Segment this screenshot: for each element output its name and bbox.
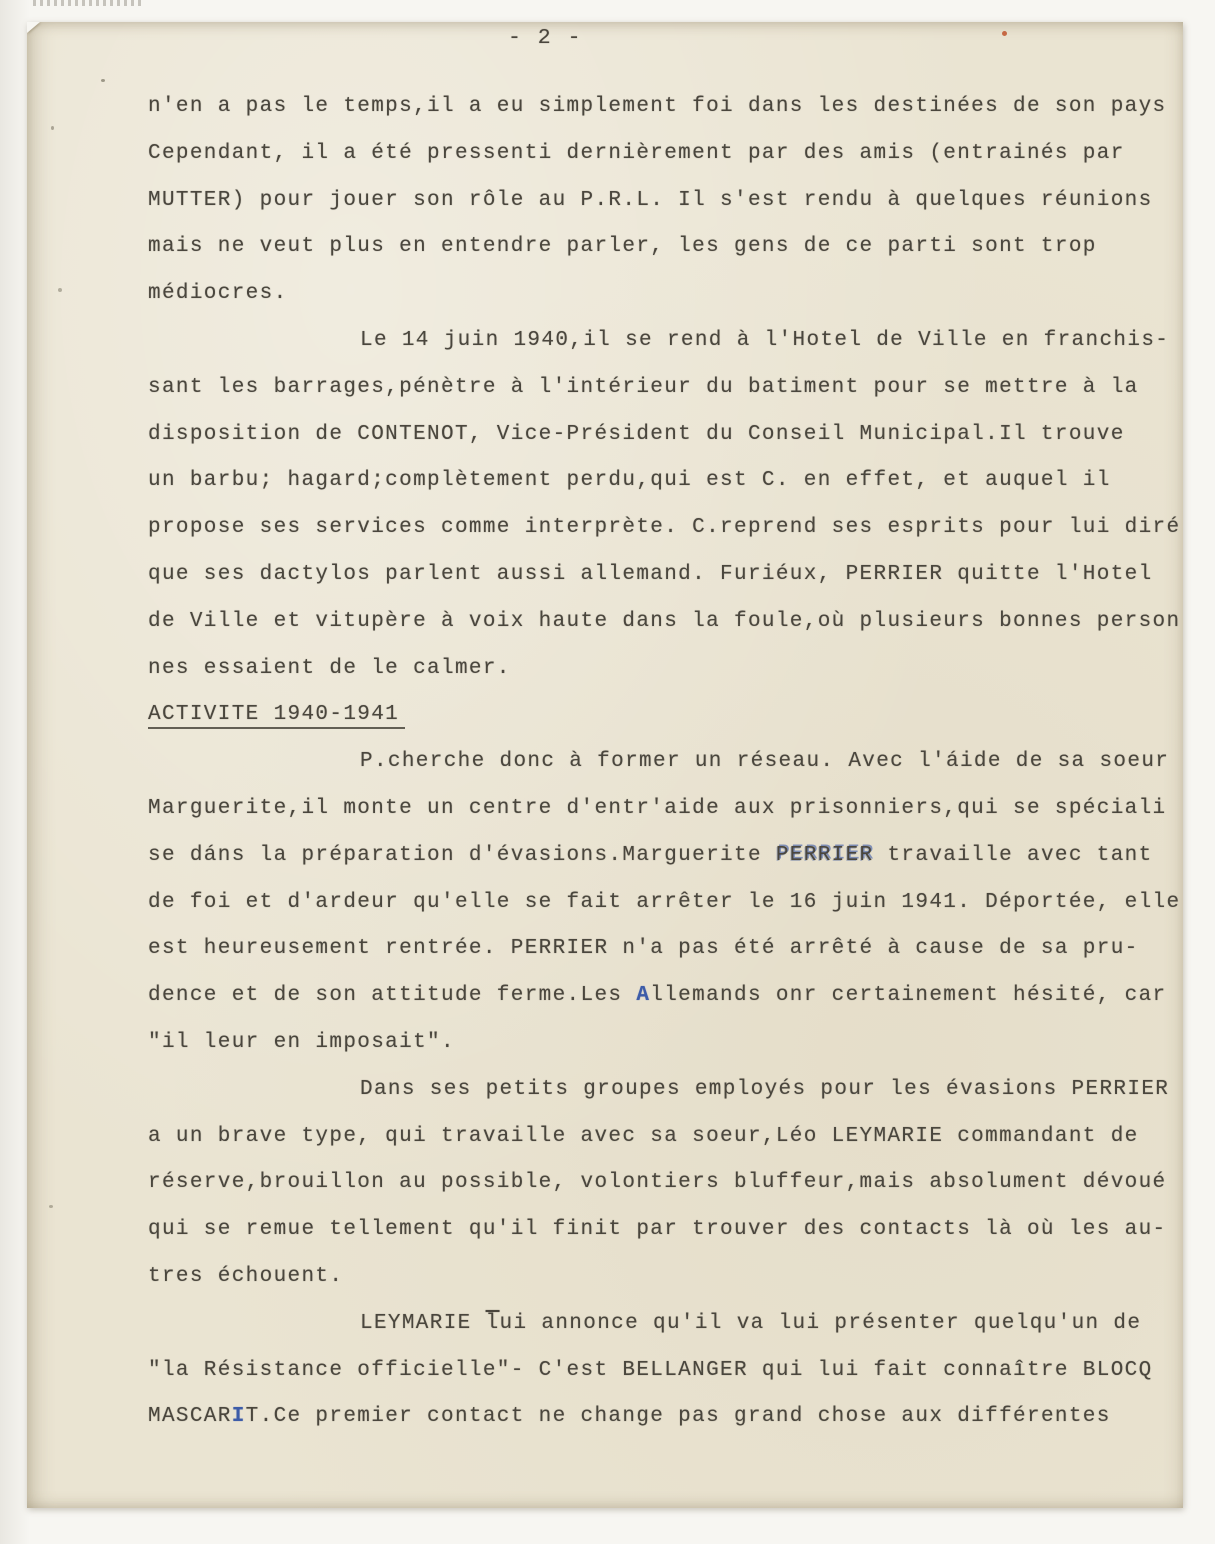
text-line [148, 1067, 1183, 1114]
paper-speck [1002, 31, 1007, 36]
text-line [148, 365, 1183, 412]
text-line [148, 833, 1183, 880]
text-line [148, 926, 1183, 973]
text-segment: que ses dactylos parlent aussi allemand. Furiéux, PERRIER quitte l'Hotel [148, 562, 1153, 586]
text-line [148, 973, 1183, 1020]
text-line [148, 1020, 1183, 1067]
text-segment: llemands onr certainement hésité, car [650, 984, 1167, 1008]
text-line [148, 224, 1183, 271]
page-number: - 2 - [508, 26, 583, 50]
text-line [148, 1114, 1183, 1161]
text-line [148, 1254, 1183, 1301]
text-segment: est heureusement rentrée. PERRIER n'a pas été arrêté à cause de sa pru- [148, 937, 1139, 961]
paper-speck [51, 126, 54, 130]
text-segment: mais ne veut plus en entendre parler, les gens de ce parti sont trop [148, 235, 1097, 259]
text-segment: travaille avec tant [873, 843, 1153, 867]
text-segment: MASCAR [148, 1405, 232, 1429]
text-segment: de foi et d'ardeur qu'elle se fait arrêter le 16 juin 1941. Déportée, elle [148, 890, 1181, 914]
text-segment: T.Ce premier contact ne change pas grand chose aux différentes [245, 1405, 1111, 1429]
text-line [148, 880, 1183, 927]
paper-speck [58, 288, 62, 292]
text-segment: n'en a pas le temps,il a eu simplement foi dans les destinées de son pays [148, 95, 1167, 118]
text-line [148, 131, 1183, 178]
text-segment: un barbu; hagard;complètement perdu,qui est C. en effet, et auquel il [148, 469, 1111, 493]
ink-correction: A [636, 984, 651, 1008]
text-segment: nes essaient de le calmer. [148, 656, 511, 680]
text-line [148, 1348, 1183, 1395]
text-line [148, 552, 1183, 599]
text-segment: tres échouent. [148, 1264, 344, 1288]
text-segment: de Ville et vitupère à voix haute dans la foule,où plusieurs bonnes person [148, 609, 1181, 633]
text-segment: disposition de CONTENOT, Vice-Président du Conseil Municipal.Il trouve [148, 422, 1125, 446]
text-segment: "il leur en imposait". [148, 1030, 455, 1054]
text-line [148, 1301, 1183, 1348]
text-line [148, 1160, 1183, 1207]
text-segment: P.cherche donc à former un réseau. Avec l'áide de sa soeur [360, 750, 1170, 774]
text-segment: médiocres. [148, 282, 288, 306]
text-segment: MUTTER) pour jouer son rôle au P.R.L. Il s'est rendu à quelques réunions [148, 188, 1153, 212]
text-line [148, 84, 1183, 131]
text-segment: se dáns la préparation d'évasions.Marguerite [148, 843, 776, 867]
adjacent-page-edge [33, 0, 145, 6]
text-segment: Marguerite,il monte un centre d'entr'aide aux prisonniers,qui se spéciali [148, 796, 1167, 820]
text-segment: ACTIVITE 1940-1941 [148, 703, 405, 729]
ink-correction: $\overline{l}$ [485, 1311, 500, 1335]
section-heading [148, 692, 1183, 739]
text-segment: LEYMARIE [360, 1311, 486, 1335]
paper-speck [101, 79, 105, 82]
text-line [148, 646, 1183, 693]
text-line [148, 599, 1183, 646]
text-segment: Le 14 juin 1940,il se rend à l'Hotel de Ville en franchis- [360, 328, 1170, 352]
text-line [148, 1207, 1183, 1254]
ink-correction: PERRIER [775, 843, 874, 867]
paper-speck [49, 1205, 53, 1208]
text-segment: a un brave type, qui travaille avec sa soeur,Léo LEYMARIE commandant de [148, 1124, 1139, 1148]
typewritten-text [148, 84, 1183, 1441]
text-segment: sant les barrages,pénètre à l'intérieur du batiment pour se mettre à la [148, 375, 1139, 399]
text-segment: dence et de son attitude ferme.Les [148, 984, 637, 1008]
text-line [148, 318, 1183, 365]
text-segment: ui annonce qu'il va lui présenter quelqu'un de [499, 1311, 1142, 1335]
document-page [27, 22, 1183, 1508]
torn-corner [27, 22, 40, 33]
ink-correction: I [231, 1405, 246, 1429]
text-line [148, 739, 1183, 786]
text-line [148, 786, 1183, 833]
text-line [148, 458, 1183, 505]
text-segment: "la Résistance officielle"- C'est BELLANGER qui lui fait connaître BLOCQ [148, 1358, 1153, 1382]
text-segment: qui se remue tellement qu'il finit par trouver des contacts là où les au- [148, 1218, 1167, 1242]
text-line [148, 178, 1183, 225]
text-line [148, 505, 1183, 552]
text-line [148, 1394, 1183, 1441]
text-segment: réserve,brouillon au possible, volontiers bluffeur,mais absolument dévoué [148, 1171, 1167, 1195]
text-segment: Cependant, il a été pressenti dernièrement par des amis (entrainés par [148, 141, 1125, 165]
text-segment: Dans ses petits groupes employés pour les évasions PERRIER [360, 1077, 1170, 1101]
text-line [148, 412, 1183, 459]
text-line [148, 271, 1183, 318]
text-segment: propose ses services comme interprète. C.reprend ses esprits pour lui diré [148, 516, 1181, 540]
